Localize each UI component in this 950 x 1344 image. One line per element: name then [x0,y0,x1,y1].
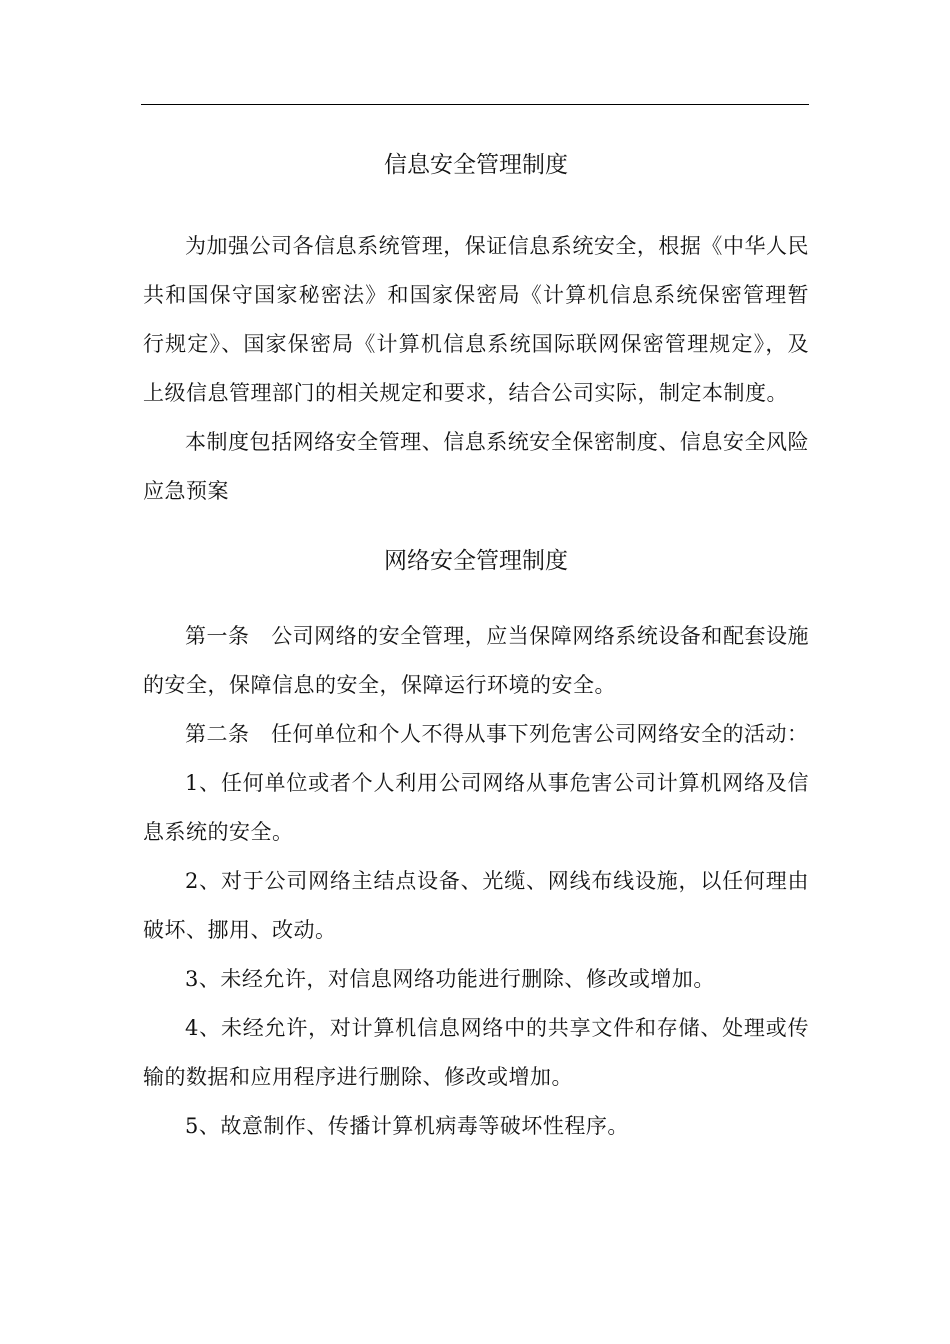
article-2: 第二条 任何单位和个人不得从事下列危害公司网络安全的活动： [185,722,809,746]
header-rule [141,104,809,105]
list-item-2: 2、对于公司网络主结点设备、光缆、网线布线设施，以任何理由破坏、挪用、改动。 [143,869,809,942]
document-body [143,140,809,1151]
article-1: 第一条 公司网络的安全管理，应当保障网络系统设备和配套设施的安全，保障信息的安全，保障运行环境的安全。 [143,624,809,697]
list-item-5: 5、故意制作、传播计算机病毒等破坏性程序。 [185,1114,629,1138]
document-title: 信息安全管理制度 [384,152,568,178]
list-item-3: 3、未经允许，对信息网络功能进行删除、修改或增加。 [185,967,715,991]
list-item-1: 1、任何单位或者个人利用公司网络从事危害公司计算机网络及信息系统的安全。 [143,771,809,844]
intro-paragraph-1: 为加强公司各信息系统管理，保证信息系统安全，根据《中华人民共和国保守国家秘密法》和国家保密局《计算机信息系统保密管理暂行规定》、国家保密局《计算机信息系统国际联网保密管理规定》，及上级信息管理部门的相关规定和要求，结合公司实际，制定本制度。 [143,234,809,405]
list-item-4: 4、未经允许，对计算机信息网络中的共享文件和存储、处理或传输的数据和应用程序进行删除、修改或增加。 [143,1016,809,1089]
intro-paragraph-2: 本制度包括网络安全管理、信息系统安全保密制度、信息安全风险应急预案 [143,430,809,503]
section-title: 网络安全管理制度 [384,548,568,574]
